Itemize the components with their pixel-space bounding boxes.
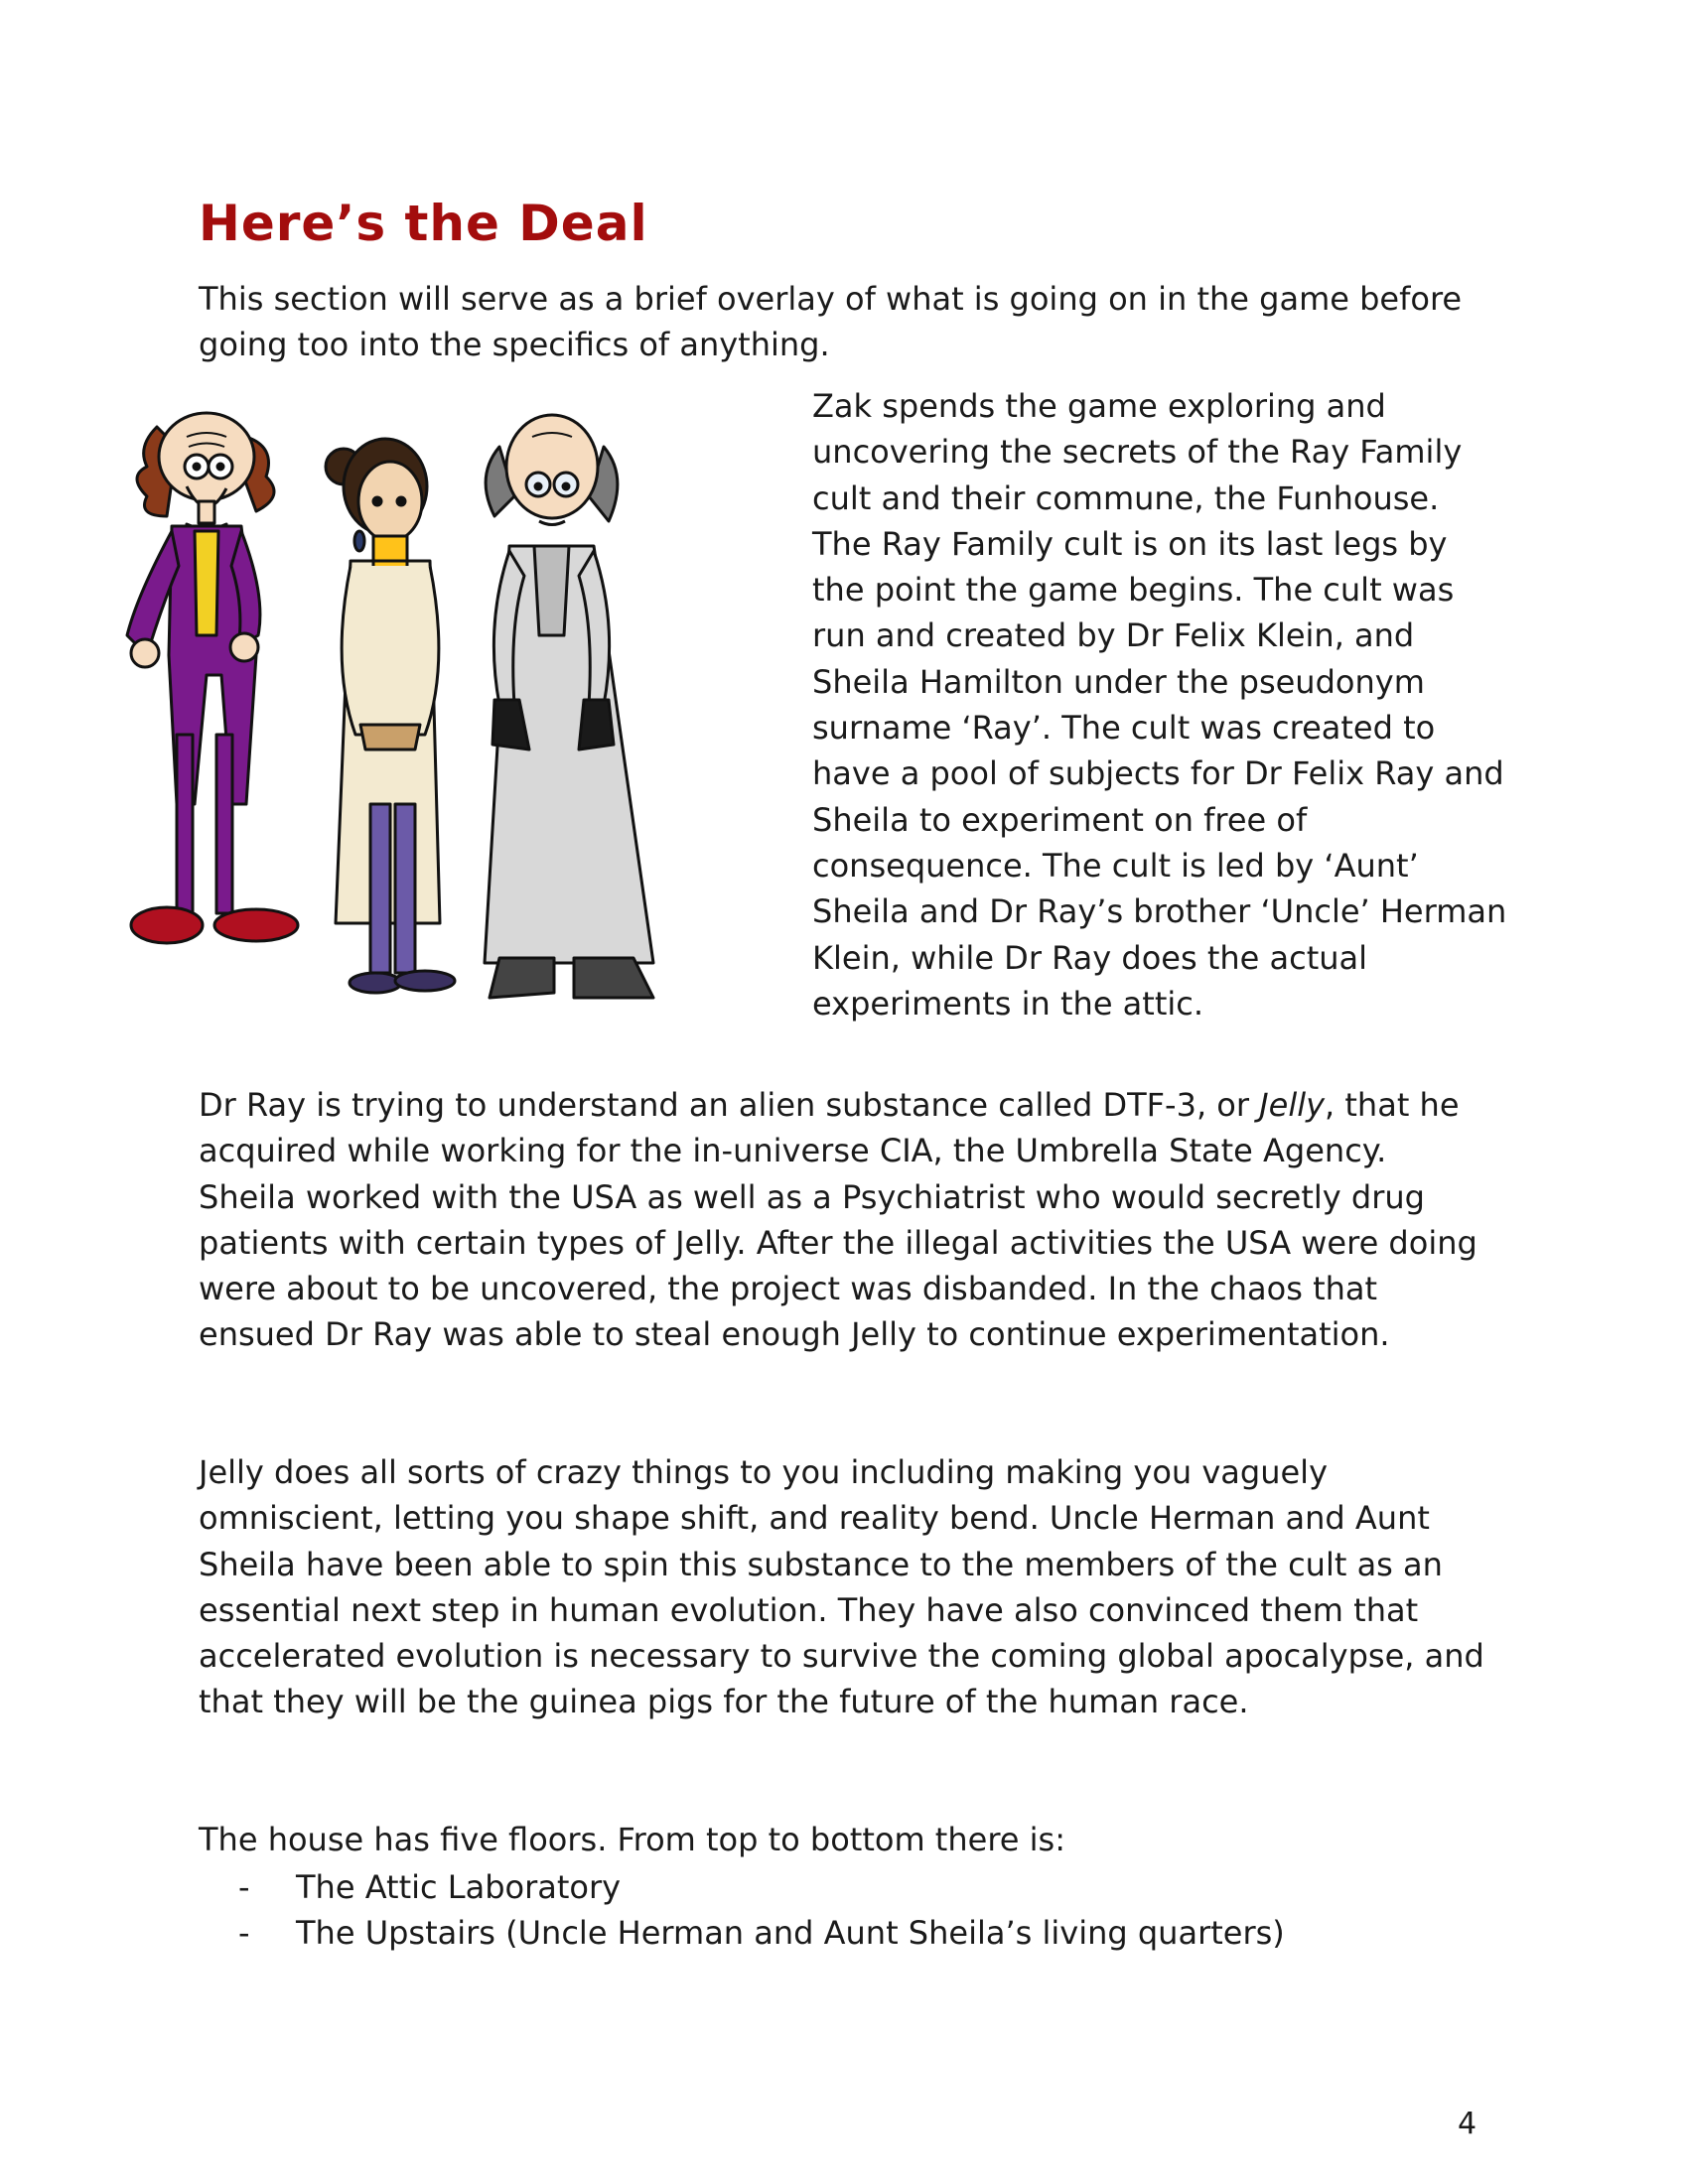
page-heading: Here’s the Deal	[199, 195, 648, 252]
dr-ray-text-after: , that he acquired while working for the in-universe CIA, the Umbrella State Agency. Sheila worked with the USA as well as a Psychiatrist who would secretly drug patients with certain types of Jelly. After the illegal activities the USA were doing were about to be uncovered, the project was disbanded. In the chaos that ensued Dr Ray was able to steal enough Jelly to continue experimentation.	[199, 1086, 1477, 1354]
dr-ray-figure	[485, 415, 653, 998]
aunt-sheila-figure	[326, 439, 455, 993]
list-dash: -	[238, 1868, 250, 1906]
floor-label: The Upstairs (Uncle Herman and Aunt Sheila’s living quarters)	[296, 1914, 1285, 1953]
jelly-paragraph: Jelly does all sorts of crazy things to you including making you vaguely omniscient, letting you shape shift, and reality bend. Uncle Herman and Aunt Sheila have been able to spin this substance to the members of the cult as an essential next step in human evolution. They have also convinced them that accelerated evolution is necessary to survive the coming global apocalypse, and that they will be the guinea pigs for the future of the human race.	[199, 1453, 1484, 1721]
uncle-herman-figure	[127, 413, 298, 943]
page-number: 4	[1458, 2107, 1477, 2141]
list-item	[238, 1910, 1285, 1956]
house-intro: The house has five floors. From top to bottom there is:	[199, 1821, 1065, 1858]
list-item	[238, 1864, 1285, 1910]
dr-ray-text-before: Dr Ray is trying to understand an alien substance called DTF-3, or	[199, 1086, 1260, 1124]
dr-ray-paragraph	[199, 1082, 1489, 1358]
character-illustration	[117, 407, 788, 1042]
jelly-italic: Jelly	[1259, 1086, 1326, 1124]
list-dash: -	[238, 1914, 250, 1953]
floors-list	[238, 1864, 1285, 1957]
intro-paragraph: This section will serve as a brief overlay of what is going on in the game before going too into the specifics of anything.	[199, 280, 1463, 364]
floor-label: The Attic Laboratory	[296, 1868, 622, 1906]
side-paragraph: Zak spends the game exploring and uncovering the secrets of the Ray Family cult and their commune, the Funhouse. The Ray Family cult is on its last legs by the point the game begins. The cult was run and created by Dr Felix Klein, and Sheila Hamilton under the pseudonym surname ‘Ray’. The cult was created to have a pool of subjects for Dr Felix Ray and Sheila to experiment on free of consequence. The cult is led by ‘Aunt’ Sheila and Dr Ray’s brother ‘Uncle’ Herman Klein, while Dr Ray does the actual experiments in the attic.	[812, 387, 1507, 1023]
